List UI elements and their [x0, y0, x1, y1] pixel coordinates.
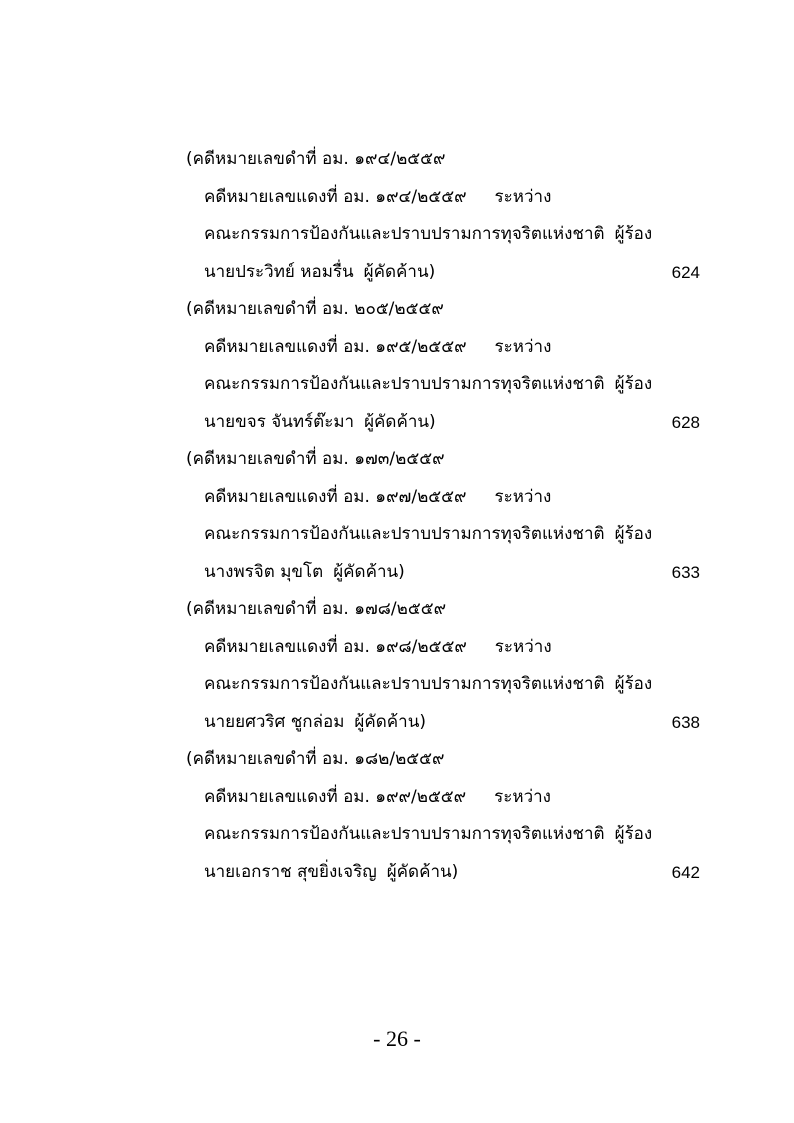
red-case-line: [186, 629, 706, 667]
plaintiff-line: [186, 666, 706, 704]
defendant-role: ผู้คัดค้าน): [386, 861, 459, 882]
plaintiff-role: ผู้ร้อง: [614, 224, 653, 244]
red-case-number: คดีหมายเลขแดงที่ อม. ๑๙๕/๒๕๕๙: [204, 336, 467, 357]
case-entry: [186, 141, 706, 291]
plaintiff-line: [186, 516, 706, 554]
plaintiff-name: คณะกรรมการป้องกันและปราบปรามการทุจริตแห่งชาติ: [204, 524, 605, 544]
black-case-number: (คดีหมายเลขดำที่ อม. ๑๙๔/๒๕๕๙: [186, 149, 446, 169]
plaintiff-line: [186, 816, 706, 854]
plaintiff-name: คณะกรรมการป้องกันและปราบปรามการทุจริตแห่งชาติ: [204, 224, 605, 244]
page-reference: 638: [671, 712, 700, 732]
case-entry: [186, 741, 706, 891]
case-entry: [186, 441, 706, 591]
defendant-name: นายเอกราช สุขยิ่งเจริญ: [204, 861, 377, 882]
defendant-role: ผู้คัดค้าน): [354, 711, 426, 732]
red-case-number: คดีหมายเลขแดงที่ อม. ๑๙๔/๒๕๕๙: [204, 186, 467, 207]
red-case-number: คดีหมายเลขแดงที่ อม. ๑๙๗/๒๕๕๙: [204, 486, 467, 507]
red-case-number: คดีหมายเลขแดงที่ อม. ๑๙๘/๒๕๕๙: [204, 636, 467, 657]
red-case-line: [186, 779, 706, 817]
plaintiff-role: ผู้ร้อง: [614, 824, 653, 844]
between-label: ระหว่าง: [494, 486, 552, 507]
page-number: - 26 -: [373, 1026, 421, 1051]
defendant-line: [186, 854, 706, 892]
red-case-number: คดีหมายเลขแดงที่ อม. ๑๙๙/๒๕๕๙: [204, 786, 467, 807]
plaintiff-role: ผู้ร้อง: [614, 524, 653, 544]
between-label: ระหว่าง: [494, 786, 551, 807]
case-index-list: [186, 141, 706, 891]
defendant-line: [186, 404, 706, 442]
plaintiff-line: [186, 216, 706, 254]
plaintiff-role: ผู้ร้อง: [614, 374, 653, 394]
red-case-line: [186, 329, 706, 367]
defendant-role: ผู้คัดค้าน): [363, 261, 436, 282]
case-entry: [186, 291, 706, 441]
plaintiff-name: คณะกรรมการป้องกันและปราบปรามการทุจริตแห่งชาติ: [204, 674, 605, 694]
page-reference: 628: [671, 412, 700, 432]
defendant-line: [186, 704, 706, 742]
plaintiff-line: [186, 366, 706, 404]
defendant-line: [186, 254, 706, 292]
defendant-name: นายขจร จันทร์ต๊ะมา: [204, 411, 355, 432]
between-label: ระหว่าง: [494, 636, 552, 657]
red-case-line: [186, 179, 706, 217]
case-entry: [186, 591, 706, 741]
defendant-line: [186, 554, 706, 592]
between-label: ระหว่าง: [494, 186, 552, 207]
defendant-name: นางพรจิต มุขโต: [204, 561, 324, 582]
plaintiff-role: ผู้ร้อง: [614, 674, 653, 694]
black-case-number: (คดีหมายเลขดำที่ อม. ๑๗๓/๒๕๕๙: [186, 449, 445, 469]
page-reference: 624: [671, 262, 700, 282]
black-case-number: (คดีหมายเลขดำที่ อม. ๒๐๕/๒๕๕๙: [186, 299, 444, 319]
page-reference: 633: [671, 562, 700, 582]
red-case-line: [186, 479, 706, 517]
defendant-name: นายประวิทย์ หอมรื่น: [204, 261, 354, 282]
defendant-role: ผู้คัดค้าน): [333, 561, 405, 582]
defendant-name: นายยศวริศ ชูกล่อม: [204, 711, 345, 732]
between-label: ระหว่าง: [494, 336, 552, 357]
page-reference: 642: [671, 862, 700, 882]
defendant-role: ผู้คัดค้าน): [364, 411, 436, 432]
black-case-number: (คดีหมายเลขดำที่ อม. ๑๘๒/๒๕๕๙: [186, 749, 445, 769]
plaintiff-name: คณะกรรมการป้องกันและปราบปรามการทุจริตแห่งชาติ: [204, 374, 605, 394]
black-case-number: (คดีหมายเลขดำที่ อม. ๑๗๘/๒๕๕๙: [186, 599, 447, 619]
plaintiff-name: คณะกรรมการป้องกันและปราบปรามการทุจริตแห่งชาติ: [204, 824, 605, 844]
